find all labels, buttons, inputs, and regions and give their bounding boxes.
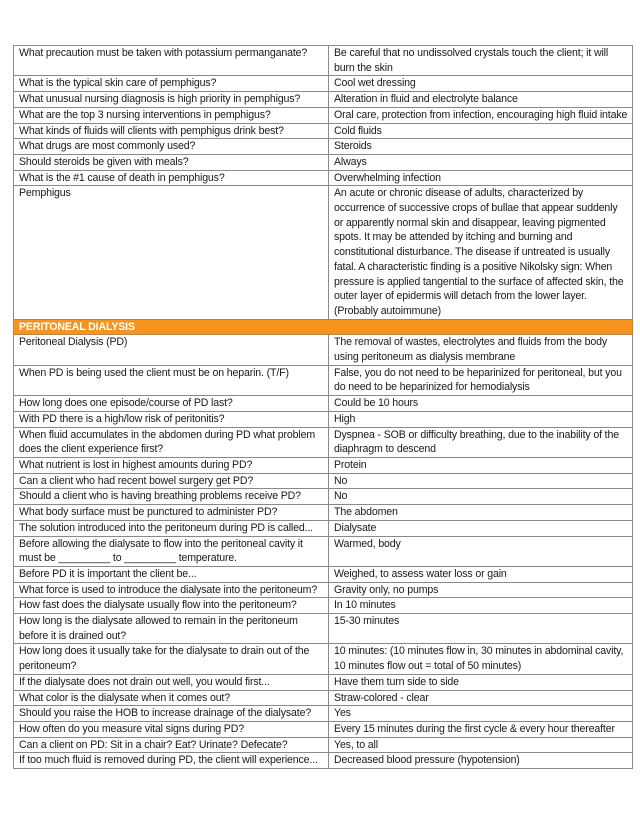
question-cell: What are the top 3 nursing interventions in pemphigus? (14, 107, 329, 123)
answer-cell: Yes (329, 706, 633, 722)
question-cell: Before PD it is important the client be... (14, 566, 329, 582)
answer-cell: Protein (329, 457, 633, 473)
table-row (14, 489, 633, 505)
question-cell: Peritoneal Dialysis (PD) (14, 335, 329, 365)
question-cell: What kinds of fluids will clients with pemphigus drink best? (14, 123, 329, 139)
question-cell: Should you raise the HOB to increase drainage of the dialysate? (14, 706, 329, 722)
question-cell: If the dialysate does not drain out well, you would first... (14, 674, 329, 690)
answer-cell: Have them turn side to side (329, 674, 633, 690)
question-cell: If too much fluid is removed during PD, the client will experience... (14, 753, 329, 769)
question-cell: What precaution must be taken with potassium permanganate? (14, 46, 329, 76)
study-guide-page (13, 45, 632, 769)
table-row (14, 505, 633, 521)
answer-cell: In 10 minutes (329, 598, 633, 614)
answer-cell: Could be 10 hours (329, 396, 633, 412)
answer-cell: Alteration in fluid and electrolyte balance (329, 92, 633, 108)
table-row (14, 427, 633, 457)
table-row (14, 706, 633, 722)
table-row (14, 365, 633, 395)
answer-cell: The removal of wastes, electrolytes and fluids from the body using peritoneum as dialysis membrane (329, 335, 633, 365)
table-row (14, 335, 633, 365)
question-cell: What unusual nursing diagnosis is high priority in pemphigus? (14, 92, 329, 108)
question-cell: Should a client who is having breathing problems receive PD? (14, 489, 329, 505)
question-cell: When PD is being used the client must be on heparin. (T/F) (14, 365, 329, 395)
answer-cell: Cold fluids (329, 123, 633, 139)
table-row (14, 520, 633, 536)
table-row (14, 76, 633, 92)
question-cell: How long does it usually take for the dialysate to drain out of the peritoneum? (14, 644, 329, 674)
table-row (14, 411, 633, 427)
section-header-row (14, 319, 633, 335)
table-row (14, 473, 633, 489)
answer-cell: High (329, 411, 633, 427)
answer-cell: Always (329, 154, 633, 170)
question-cell: How fast does the dialysate usually flow into the peritoneum? (14, 598, 329, 614)
table-row (14, 721, 633, 737)
qa-table-body (14, 46, 633, 769)
table-row (14, 154, 633, 170)
question-cell: What is the typical skin care of pemphigus? (14, 76, 329, 92)
answer-cell: Every 15 minutes during the first cycle & every hour thereafter (329, 721, 633, 737)
question-cell: What force is used to introduce the dialysate into the peritoneum? (14, 582, 329, 598)
table-row (14, 170, 633, 186)
answer-cell: An acute or chronic disease of adults, characterized by occurrence of successive crops of bullae that appear suddenly or apparently normal skin and disappear, leaving pigmented spots. It may be attended by itching and burning and constitutional disturbance. The disease if untreated is usually fatal. A characteristic finding is a positive Nikolsky sign: When pressure is applied tangential to the surface of affected skin, the outer layer of epidermis will detach from the lower layer. (Probably autoimmune) (329, 186, 633, 319)
table-row (14, 186, 633, 319)
table-row (14, 598, 633, 614)
question-cell: What nutrient is lost in highest amounts during PD? (14, 457, 329, 473)
table-row (14, 737, 633, 753)
table-row (14, 690, 633, 706)
answer-cell: Warmed, body (329, 536, 633, 566)
answer-cell: Be careful that no undissolved crystals touch the client; it will burn the skin (329, 46, 633, 76)
table-row (14, 614, 633, 644)
qa-table (13, 45, 633, 769)
table-row (14, 536, 633, 566)
question-cell: Should steroids be given with meals? (14, 154, 329, 170)
question-cell: When fluid accumulates in the abdomen during PD what problem does the client experience first? (14, 427, 329, 457)
question-cell: How long is the dialysate allowed to remain in the peritoneum before it is drained out? (14, 614, 329, 644)
table-row (14, 582, 633, 598)
question-cell: Pemphigus (14, 186, 329, 319)
question-cell: Before allowing the dialysate to flow into the peritoneal cavity it must be _________ to _________ temperature. (14, 536, 329, 566)
table-row (14, 92, 633, 108)
table-row (14, 566, 633, 582)
table-row (14, 107, 633, 123)
answer-cell: 10 minutes: (10 minutes flow in, 30 minutes in abdominal cavity, 10 minutes flow out = total of 50 minutes) (329, 644, 633, 674)
table-row (14, 46, 633, 76)
question-cell: How long does one episode/course of PD last? (14, 396, 329, 412)
answer-cell: The abdomen (329, 505, 633, 521)
table-row (14, 457, 633, 473)
question-cell: How often do you measure vital signs during PD? (14, 721, 329, 737)
answer-cell: Yes, to all (329, 737, 633, 753)
table-row (14, 674, 633, 690)
table-row (14, 644, 633, 674)
answer-cell: No (329, 473, 633, 489)
answer-cell: Overwhelming infection (329, 170, 633, 186)
answer-cell: Gravity only, no pumps (329, 582, 633, 598)
answer-cell: Weighed, to assess water loss or gain (329, 566, 633, 582)
table-row (14, 139, 633, 155)
answer-cell: False, you do not need to be heparinized for peritoneal, but you do need to be heparinized for hemodialysis (329, 365, 633, 395)
answer-cell: Straw-colored - clear (329, 690, 633, 706)
table-row (14, 123, 633, 139)
answer-cell: Steroids (329, 139, 633, 155)
answer-cell: 15-30 minutes (329, 614, 633, 644)
answer-cell: Dialysate (329, 520, 633, 536)
question-cell: What color is the dialysate when it comes out? (14, 690, 329, 706)
table-row (14, 753, 633, 769)
question-cell: With PD there is a high/low risk of peritonitis? (14, 411, 329, 427)
answer-cell: Oral care, protection from infection, encouraging high fluid intake (329, 107, 633, 123)
question-cell: What is the #1 cause of death in pemphigus? (14, 170, 329, 186)
answer-cell: Dyspnea - SOB or difficulty breathing, due to the inability of the diaphragm to descend (329, 427, 633, 457)
question-cell: The solution introduced into the peritoneum during PD is called... (14, 520, 329, 536)
question-cell: What drugs are most commonly used? (14, 139, 329, 155)
section-title: PERITONEAL DIALYSIS (14, 319, 633, 335)
question-cell: Can a client who had recent bowel surgery get PD? (14, 473, 329, 489)
question-cell: Can a client on PD: Sit in a chair? Eat? Urinate? Defecate? (14, 737, 329, 753)
table-row (14, 396, 633, 412)
question-cell: What body surface must be punctured to administer PD? (14, 505, 329, 521)
answer-cell: Decreased blood pressure (hypotension) (329, 753, 633, 769)
answer-cell: No (329, 489, 633, 505)
answer-cell: Cool wet dressing (329, 76, 633, 92)
